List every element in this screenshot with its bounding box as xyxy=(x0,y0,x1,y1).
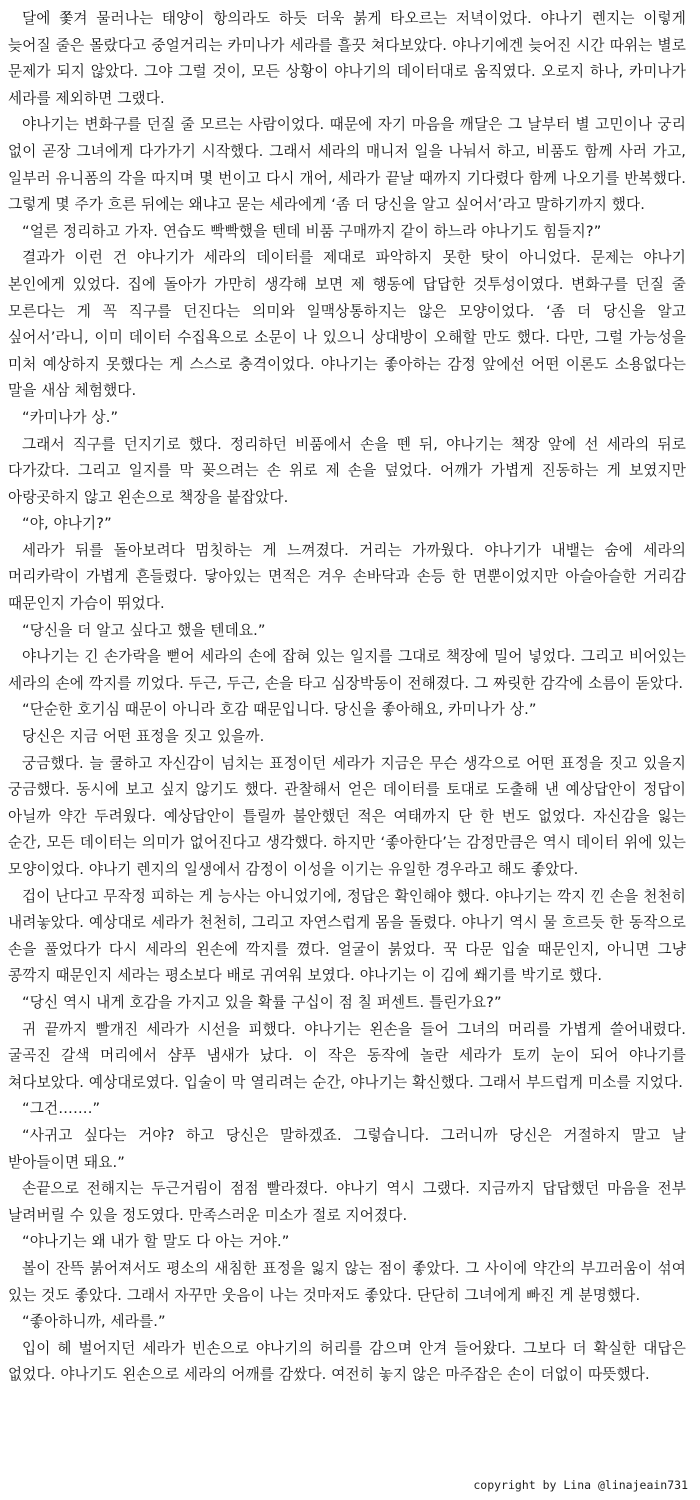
story-paragraph-12: 볼이 잔뜩 붉어져서도 평소의 새침한 표정을 잃지 않는 점이 좋았다. 그 사이에 약간의 부끄러움이 섞여 있는 것도 좋았다. 그래서 자꾸만 웃음이 나는 것마저도 좋았다. 단단히 그녀에게 빠진 게 분명했다. xyxy=(8,1259,686,1304)
copyright-text: copyright by Lina @linajeain731 xyxy=(473,1478,688,1492)
story-paragraph-7: 당신은 지금 어떤 표정을 짓고 있을까. xyxy=(22,728,265,746)
story-paragraph-4: 그래서 직구를 던지기로 했다. 정리하던 비품에서 손을 뗀 뒤, 야나기는 책장 앞에 선 세라의 뒤로 다가갔다. 그리고 일지를 막 꽂으려는 손 위로 제 손을 덮었다. 어깨가 가볍게 진동하는 게 보였지만 아랑곳하지 않고 왼손으로 책장을 붙잡았다. xyxy=(8,435,686,506)
story-dialogue-10: “좋아하니까, 세라를.” xyxy=(22,1313,166,1331)
story-paragraph-6: 야나기는 긴 손가락을 뻗어 세라의 손에 잡혀 있는 일지를 그대로 책장에 밀어 넣었다. 그리고 비어있는 세라의 손에 깍지를 끼었다. 두근, 두근, 손을 타고 심장박동이 전해졌다. 그 짜릿한 감각에 소름이 돋았다. xyxy=(8,648,686,692)
story-dialogue-1: “얼른 정리하고 가자. 연습도 빡빡했을 텐데 비품 구매까지 같이 하느라 야나기도 힘들지?” xyxy=(22,222,602,240)
story-paragraph-11: 손끝으로 전해지는 두근거림이 점점 빨라졌다. 야나기 역시 그랬다. 지금까지 답답했던 마음을 전부 날려버릴 수 있을 정도였다. 만족스러운 미소가 절로 지어졌다. xyxy=(8,1180,686,1224)
story-dialogue-3: “야, 야나기?” xyxy=(22,515,112,533)
story-paragraph-1: 달에 쫓겨 물러나는 태양이 항의라도 하듯 더욱 붉게 타오르는 저녁이었다. 야나기 렌지는 이렇게 늦어질 줄은 몰랐다고 중얼거리는 카미나가 세라를 흘끗 쳐다보았다. 야나기에겐 늦어진 시간 따위는 별로 문제가 되지 않았다. 그야 그럴 것이, 모든 상황이 야나기의 데이터대로 움직였다. 오로지 하나, 카미나가 세라를 제외하면 그랬다. xyxy=(8,10,686,107)
story-dialogue-2: “카미나가 상.” xyxy=(22,408,119,426)
story-dialogue-8: “사귀고 싶다는 거야? 하고 당신은 말하겠죠. 그렇습니다. 그러니까 당신은 거절하지 말고 날 받아들이면 돼요.” xyxy=(8,1126,686,1171)
story-dialogue-7: “그건…….” xyxy=(22,1100,101,1118)
story-dialogue-5: “단순한 호기심 때문이 아니라 호감 때문입니다. 당신을 좋아해요, 카미나가 상.” xyxy=(22,701,537,719)
story-dialogue-9: “야나기는 왜 내가 할 말도 다 아는 거야.” xyxy=(22,1233,290,1251)
story-paragraph-2: 야나기는 변화구를 던질 줄 모르는 사람이었다. 때문에 자기 마음을 깨달은 그 날부터 별 고민이나 궁리 없이 곧장 그녀에게 다가가기 시작했다. 그래서 세라의 매니저 일을 나눠서 하고, 비품도 함께 사러 가고, 일부러 유니폼의 각을 따지며 몇 번이고 다시 개어, 세라가 끝날 때까지 기다렸다 함께 나오기를 반복했다. 그렇게 몇 주가 흐른 뒤에는 왜냐고 묻는 세라에게 ‘좀 더 당신을 알고 싶어서’라고 말하기까지 했다. xyxy=(8,116,686,214)
story-paragraph-8: 궁금했다. 늘 쿨하고 자신감이 넘치는 표정이던 세라가 지금은 무슨 생각으로 어떤 표정을 짓고 있을지 궁금했다. 동시에 보고 싶지 않기도 했다. 관찰해서 얻은 데이터를 토대로 도출해 낸 예상답안이 정답이 아닐까 약간 두려웠다. 예상답안이 틀릴까 불안했던 적은 여태까지 단 한 번도 없었다. 자신감을 잃는 순간, 모든 데이터는 의미가 없어진다고 생각했다. 하지만 ‘좋아한다’는 감정만큼은 역시 데이터 위에 있는 모양이었다. 야나기 렌지의 일생에서 감정이 이성을 이기는 유일한 경우라고 해도 좋았다. xyxy=(8,754,686,878)
story-paragraph-10: 귀 끝까지 빨개진 세라가 시선을 피했다. 야나기는 왼손을 들어 그녀의 머리를 가볍게 쓸어내렸다. 굴곡진 갈색 머리에서 샴푸 냄새가 났다. 이 작은 동작에 놀란 세라가 토끼 눈이 되어 야나기를 쳐다보았다. 예상대로였다. 입술이 막 열리려는 순간, 야나기는 확신했다. 그래서 부드럽게 미소를 지었다. xyxy=(8,1020,686,1091)
story-paragraph-3: 결과가 이런 건 야나기가 세라의 데이터를 제대로 파악하지 못한 탓이 아니었다. 문제는 야나기 본인에게 있었다. 집에 돌아가 가만히 생각해 보면 제 행동에 답답한 것투성이였다. 변화구를 던질 줄 모른다는 게 꼭 직구를 던진다는 의미와 일맥상통하지는 않은 모양이었다. ‘좀 더 당신을 알고 싶어서’라니, 이미 데이터 수집욕으로 소문이 나 있으니 상대방이 오해할 만도 했다. 다만, 그럴 가능성을 미처 예상하지 못했다는 게 스스로 충격이었다. 야나기는 좋아하는 감정 앞에선 어떤 이론도 소용없다는 말을 새삼 체험했다. xyxy=(8,249,686,400)
story-dialogue-4: “당신을 더 알고 싶다고 했을 텐데요.” xyxy=(22,621,266,639)
story-dialogue-6: “당신 역시 내게 호감을 가지고 있을 확률 구십이 점 칠 퍼센트. 틀린가요?” xyxy=(22,993,502,1011)
story-paragraph-9: 겁이 난다고 무작정 피하는 게 능사는 아니었기에, 정답은 확인해야 했다. 야나기는 깍지 낀 손을 천천히 내려놓았다. 예상대로 세라가 천천히, 그리고 자연스럽게 몸을 돌렸다. 야나기 역시 물 흐르듯 한 동작으로 손을 풀었다가 다시 세라의 왼손에 깍지를 꼈다. 얼굴이 붉었다. 꾹 다문 입술 때문인지, 아니면 그냥 콩깍지 때문인지 세라는 평소보다 배로 귀여워 보였다. 야나기는 이 김에 쐐기를 박기로 했다. xyxy=(8,887,686,985)
story-paragraph-5: 세라가 뒤를 돌아보려다 멈칫하는 게 느껴졌다. 거리는 가까웠다. 야나기가 내뱉는 숨에 세라의 머리카락이 가볍게 흔들렸다. 닿아있는 면적은 겨우 손바닥과 손등 한 면뿐이었지만 아슬아슬한 거리감 때문인지 가슴이 뛰었다. xyxy=(8,541,686,613)
story-paragraph-13: 입이 헤 벌어지던 세라가 빈손으로 야나기의 허리를 감으며 안겨 들어왔다. 그보다 더 확실한 대답은 없었다. 야나기도 왼손으로 세라의 어깨를 감쌌다. 여전히 놓지 않은 마주잡은 손이 더없이 따뜻했다. xyxy=(8,1339,686,1384)
